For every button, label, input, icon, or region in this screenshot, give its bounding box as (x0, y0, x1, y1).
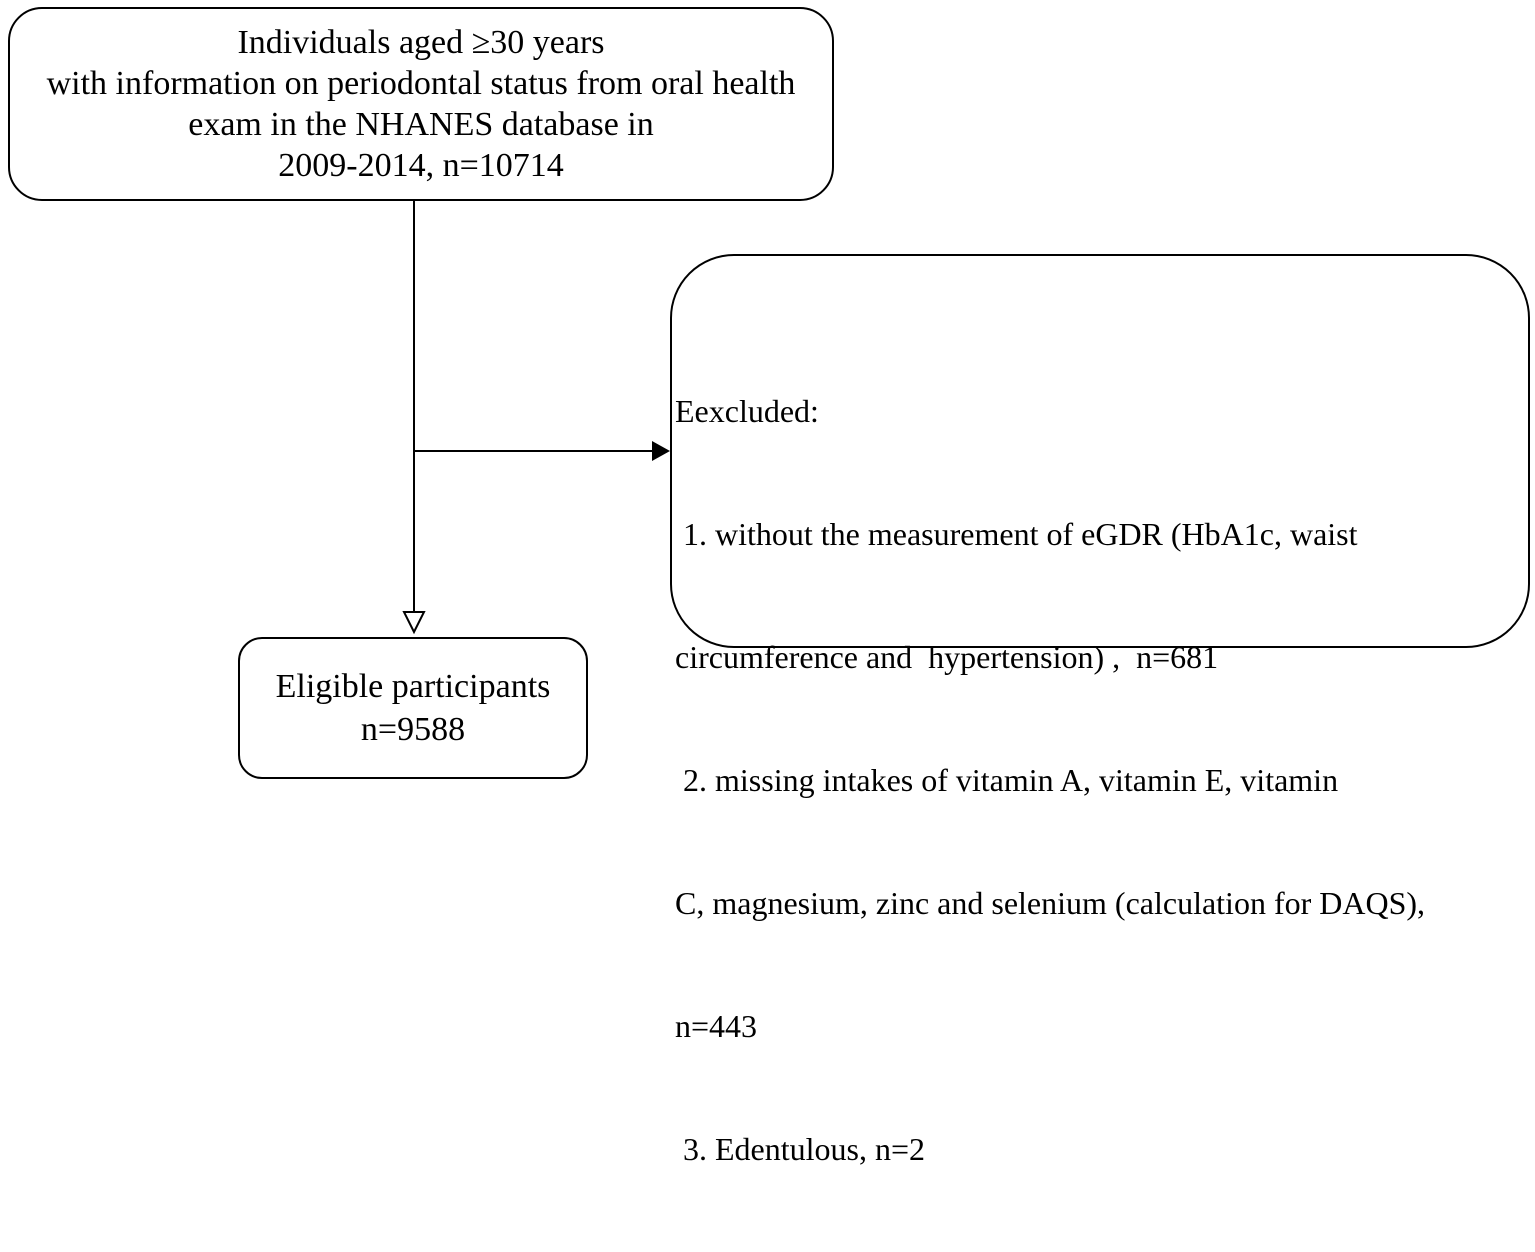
eligible-box (238, 637, 588, 779)
population-line-3: exam in the NHANES database in (188, 106, 654, 143)
population-line-4: 2009-2014, n=10714 (278, 147, 564, 184)
exclusion-arrowhead-icon (652, 441, 670, 461)
exclusion-heading: Eexcluded: (675, 393, 819, 429)
population-box (8, 7, 834, 201)
exclusion-text (675, 309, 1425, 1252)
eligible-title: Eligible participants (275, 668, 551, 705)
exclusion-line-3: 2. missing intakes of vitamin A, vitamin E, vitamin (675, 762, 1339, 798)
exclusion-line-2: circumference and hypertension) , n=681 (675, 639, 1219, 675)
population-line-1: Individuals aged ≥30 years (237, 24, 605, 61)
exclusion-line-6: 3. Edentulous, n=2 (675, 1131, 926, 1167)
exclusion-line-5: n=443 (675, 1008, 758, 1044)
exclusion-line-4: C, magnesium, zinc and selenium (calculation for DAQS), (675, 885, 1426, 921)
eligible-count: n=9588 (360, 711, 466, 748)
exclusion-box (670, 254, 1530, 1167)
exclusion-line-1: 1. without the measurement of eGDR (HbA1c, waist (675, 516, 1358, 552)
population-line-2: with information on periodontal status from oral health (46, 65, 796, 102)
main-flow-arrowhead-icon (404, 612, 424, 632)
